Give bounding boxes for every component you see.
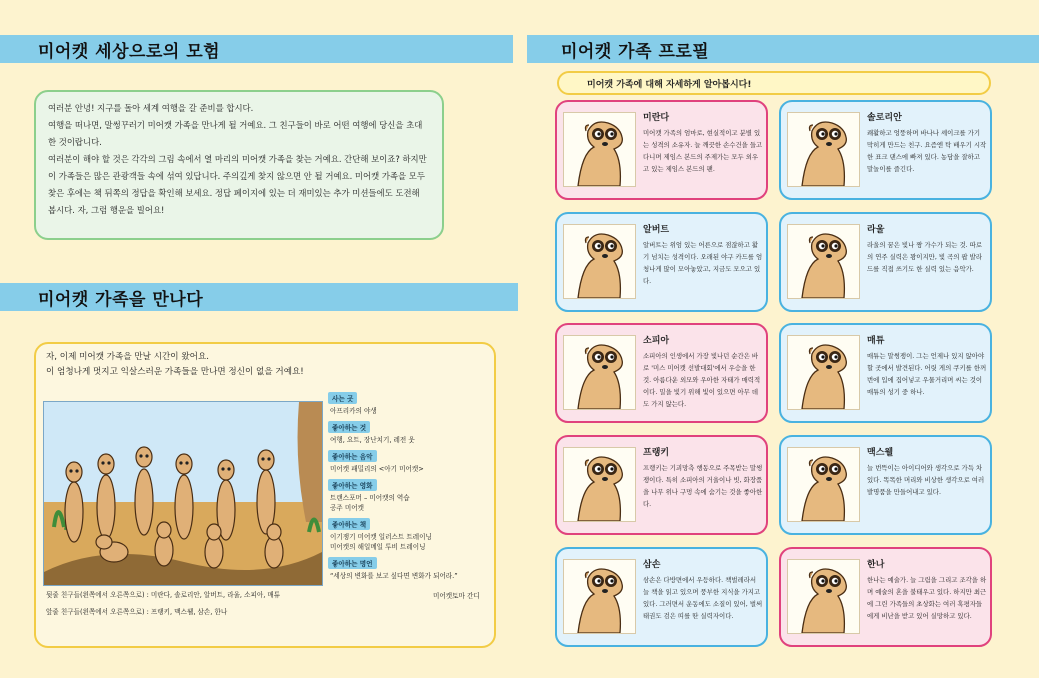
meerkat-portrait [563,559,636,634]
intro-box [34,90,444,240]
family-illustration [43,401,323,586]
profile-name: 솔로리안 [867,113,902,123]
fact-value: “세상의 변화를 보고 싶다면 변화가 되어라.” [330,572,458,580]
caption-front-row: 앞줄 친구들(왼쪽에서 오른쪽으로) : 프랭키, 맥스웰, 삼손, 한나 [46,608,228,616]
meerkat-portrait [787,335,860,410]
lead-text [46,350,486,380]
profile-description: 삼손은 다방면에서 우등하다. 책벌레라서 늘 책을 읽고 있으며 풍부한 지식을 가지고 있다. 그러면서 운동에도 소질이 있어, 벌써 태권도 검은 띠를 딴 실력자이다. [643,576,763,620]
intro-paragraph: 여행을 떠나면, 말썽꾸러기 미어캣 가족을 만나게 될 거예요. 그 친구들이 바로 어떤 여행에 당신을 초대한 것이랍니다. [48,120,423,147]
fact-value: 아프리카의 야생 [330,407,377,415]
profile-name: 삼손 [643,560,661,570]
section-header-meet-family [0,283,518,311]
profile-description: 한나는 예술가. 늘 그림을 그리고 조각을 하며 예술의 혼을 불태우고 있다. 하지만 최근에 그린 가족들의 초상화는 여러 혹평자들에게 비난을 받고 있어 실망하고 있다. [867,576,987,620]
meerkat-portrait [563,224,636,299]
section-title: 미어캣 가족을 만나다 [38,289,204,310]
lead-line: 이 엄청나게 멋지고 익살스러운 가족들을 만나면 정신이 없을 거예요! [46,367,304,377]
profile-name: 알버트 [643,225,670,235]
quote-author: 미어캣토마 간디 [433,592,480,600]
profile-name: 소피아 [643,336,670,346]
section-header-profiles [527,35,1039,63]
section-title: 미어캣 세상으로의 모험 [38,41,221,62]
profile-description: 소피아의 인생에서 가장 빛나던 순간은 바로 '미스 미어캣 선발대회'에서 우승을 한 것. 아름다운 외모와 우아한 자태가 매력적이다. 밀을 빛기 위해 빛이 있으면 아무 데도 가지 않는다. [643,352,761,408]
fact-label: 좋아하는 음악 [328,450,377,462]
intro-paragraph: 여러분이 해야 할 것은 각각의 그림 속에서 열 마리의 미어캣 가족을 찾는 거예요. 간단해 보이죠? 하지만 이 가족들은 많은 관광객들 속에 섞여 있답니다. 주의깊게 찾지 않으면 안 될 거예요. 미어캣 가족을 모두 찾은 후에는 책 뒤쪽의 정답을 확인해 보세요. 정답 페이지에 있는 더 재미있는 추가 미션들에도 도전해 봅시다. 자, 그럼 행운을 빌어요! [48,154,427,215]
profile-name: 라울 [867,225,885,235]
meerkat-portrait [787,224,860,299]
family-facts [328,389,493,583]
profile-card [555,323,768,423]
fact-label: 좋아하는 명언 [328,557,377,569]
lead-line: 자, 이제 미어캣 가족을 만날 시간이 왔어요. [46,352,209,362]
profile-description: 늘 번뜩이는 아이디어와 생각으로 가득 차 있다. 똑똑한 머리와 비상한 생각으로 여러 발명품을 만들어내고 있다. [867,464,985,496]
profile-description: 매튜는 말썽쟁이. 그는 언제나 있지 않아야 할 곳에서 발견된다. 어릿 게의 쿠키를 한꺼번에 입에 집어넣고 우물거리며 씨는 것이 매튜의 성기 중 하나. [867,352,987,396]
meerkat-portrait [563,335,636,410]
profile-description: 미어캣 가족의 엄마로, 현실적이고 분별 있는 성격의 소유자. 늘 깨끗한 손수건을 들고 다니며 제임스 본드의 주제가는 모두 외우고 있는 제임스 본드의 팬. [643,129,763,173]
profile-card [779,435,992,535]
profile-description: 쾌활하고 엉뚱하며 바나나 셰이크를 가기 막히게 만드는 친구. 요즘엔 탁 배우기 시작한 표크 댄스에 빠져 있다. 농담을 잘하고 말놀이를 즐긴다. [867,129,987,173]
profile-description: 알버트는 위엄 있는 어른으로 점잖하고 활기 넘치는 성격이다. 오래된 야구 카드를 엄청나게 많이 모아놓았고, 지금도 모으고 있다. [643,241,763,285]
profile-name: 맥스웰 [867,448,894,458]
profile-description: 프랭키는 기괴망측 행동으로 주목받는 말썽쟁이다. 특히 소피아의 거울이나 빗, 화장품을 나무 위나 구멍 속에 숨기는 것을 좋아한다. [643,464,763,508]
profile-card [555,212,768,312]
meerkat-portrait [787,447,860,522]
meerkat-portrait [787,112,860,187]
profile-name: 한나 [867,560,885,570]
intro-paragraph: 여러분 안녕! 지구를 돌아 세계 여행을 갈 준비를 합시다. [48,103,254,113]
profile-card [555,435,768,535]
profile-card [555,547,768,647]
fact-label: 좋아하는 것 [328,421,370,433]
fact-label: 좋아하는 책 [328,518,370,530]
section-header-adventure [0,35,513,63]
caption-back-row: 뒷줄 친구들(왼쪽에서 오른쪽으로) : 미란다, 솔로리안, 알버트, 라울, 소피아, 매튜 [46,591,281,599]
profile-card [779,547,992,647]
profile-card [779,100,992,200]
meerkat-portrait [787,559,860,634]
fact-value: 미어캣 패밀리의 <아기 미어캣> [330,465,424,473]
meerkat-portrait [563,112,636,187]
fact-label: 좋아하는 영화 [328,479,377,491]
family-intro-box [34,342,496,648]
page-title: 미어캣 가족 프로필 [561,41,710,62]
fact-value: 트랜스포머 – 미어캣의 역습 공주 미어캣 [330,494,410,512]
profile-name: 프랭키 [643,448,670,458]
fact-value: 여행, 요트, 장난치기, 레전 웃 [330,436,415,444]
profile-description: 라울의 꿈은 빛나 짱 가수가 되는 것. 따로의 연주 실력은 꽝이지만, 빛 곡의 팝 발라드를 직접 쓰기도 한 실력 있는 음악가. [867,241,983,273]
profile-name: 미란다 [643,113,670,123]
profiles-subtitle: 미어캣 가족에 대해 자세하게 알아봅시다! [557,71,991,95]
meerkat-portrait [563,447,636,522]
fact-value: 이기쟁기 미어캣 일러스트 트레이닝 미어캣의 해일메일 투비 트레이닝 [330,533,432,551]
profile-card [555,100,768,200]
profile-card [779,212,992,312]
profile-name: 매튜 [867,336,885,346]
fact-label: 사는 곳 [328,392,357,404]
profile-card [779,323,992,423]
